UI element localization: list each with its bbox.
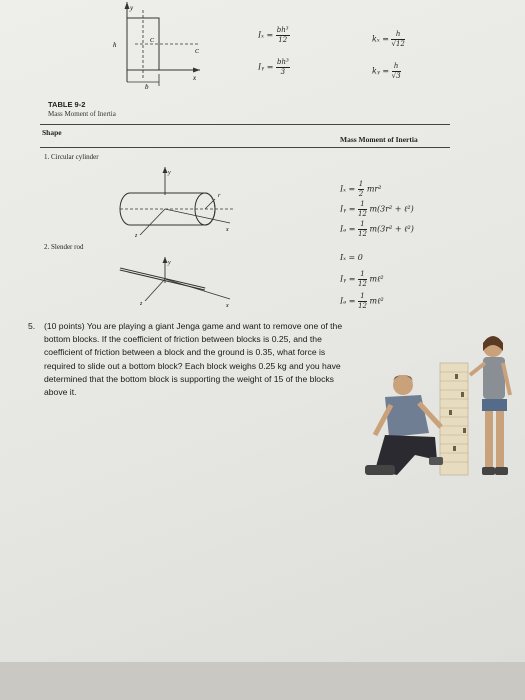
y-axis-label: y	[130, 4, 134, 12]
cylinder-formula-iy: Iᵧ = $\frac{1}{12}$ m(3r² + ℓ²)	[340, 200, 414, 218]
table-top-rule	[40, 124, 450, 125]
cylinder-formula-iz: Iₔ = $\frac{1}{12}$ m(3r² + ℓ²)	[340, 220, 414, 238]
circular-cylinder-figure	[110, 165, 250, 240]
page-bottom-shadow	[0, 662, 525, 700]
table-title: TABLE 9-2	[48, 100, 86, 109]
centroid-label: C	[150, 38, 155, 44]
problem-text: (10 points) You are playing a giant Jenga game and want to remove one of the bottom blocks. If the coefficient of friction between blocks is 0.25, and the coefficient of friction between a block and the ground is 0.35, what force is required to slide out a bottom block? Each block weighs 0.25 kg and you have determined that the bottom block is supporting the weight of 15 of the blocks above it.	[44, 321, 343, 398]
cylinder-y-label: y	[168, 170, 171, 176]
column-header-shape: Shape	[42, 128, 62, 137]
rod-y-label: y	[168, 260, 171, 266]
cylinder-r-label: r	[218, 193, 221, 199]
rod-x-label: x	[226, 303, 229, 309]
x-axis-label: x	[193, 74, 197, 82]
table-header-rule	[40, 147, 450, 148]
formula-iy: Iᵧ = $\frac{\text{bh³}}{3}$	[258, 58, 289, 76]
cylinder-formula-ix: Iₓ = $\frac{1}{2}$ mr²	[340, 180, 382, 198]
formula-kx: kₓ = $\frac{h}{√12}$	[372, 30, 405, 48]
height-label: h	[113, 41, 117, 49]
formula-ix: Iₓ = $\frac{\text{bh³}}{12}$	[258, 26, 289, 44]
cylinder-z-label: z	[135, 233, 138, 239]
base-label: b	[145, 83, 149, 91]
slender-rod-figure	[110, 255, 250, 310]
rod-formula-iy: Iᵧ = $\frac{1}{12}$ mℓ²	[340, 270, 384, 288]
row-label-circular-cylinder: 1. Circular cylinder	[44, 153, 99, 161]
cylinder-x-label: x	[226, 227, 229, 233]
problem-number: 5.	[28, 321, 36, 331]
row-label-slender-rod: 2. Slender rod	[44, 243, 84, 251]
table-caption: Mass Moment of Inertia	[48, 110, 116, 118]
centroid-axis-label: C	[195, 49, 200, 55]
rod-z-label: z	[140, 301, 143, 307]
jenga-players-photo	[345, 325, 525, 500]
rod-formula-ix: Iₓ = 0	[340, 253, 363, 262]
rod-formula-iz: Iₔ = $\frac{1}{12}$ mℓ²	[340, 292, 384, 310]
rectangle-section-figure	[105, 0, 215, 98]
problem-5	[28, 320, 348, 399]
column-header-moment: Mass Moment of Inertia	[340, 135, 418, 144]
formula-ky: kᵧ = $\frac{h}{√3}$	[372, 62, 401, 80]
